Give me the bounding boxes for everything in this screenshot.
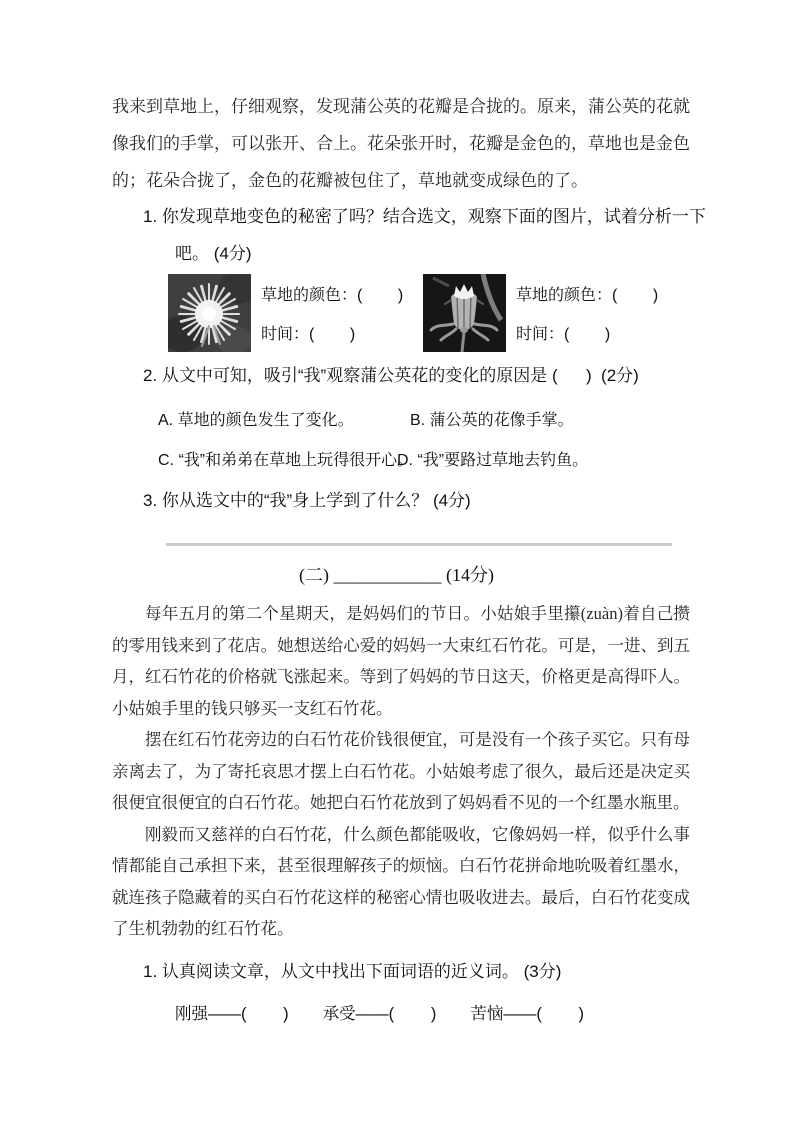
question-2-option-d: D. “我”要路过草地去钓鱼。 [397, 452, 589, 469]
section-2-number: (二) [299, 565, 334, 585]
question-2-option-c: C. “我”和弟弟在草地上玩得很开心。 [158, 452, 414, 469]
dandelion-bud-photo [423, 274, 506, 352]
synonym-blank-chengshou: 承受——( ) [322, 1005, 437, 1023]
passage-carnation-paragraph-2: 摆在红石竹花旁边的白石竹花价钱很便宜，可是没有一个孩子买它。只有母亲离去了，为了寄托哀思才摆上白石竹花。小姑娘考虑了很久，最后还是决定买很便宜很便宜的白石竹花。她把白石竹花放到了妈妈看不见的一个红墨水瓶里。 [112, 730, 690, 812]
question-3: 3. 你从选文中的“我”身上学到了什么？ (4分) [143, 491, 471, 510]
synonym-blank-gangqiang: 刚强——( ) [175, 1005, 289, 1023]
passage-carnation-paragraph-1: 每年五月的第二个星期天，是妈妈们的节日。小姑娘手里攥(zuàn)着自己攒的零用钱来到了花店。她想送给心爱的妈妈一大束红石竹花。可是，一进、到五月，红石竹花的价格就飞涨起来。等到了妈妈的节日这天，价格更是高得吓人。小姑娘手里的钱只够买一支红石竹花。 [112, 604, 690, 718]
section-2-heading [0, 561, 793, 587]
question-1-line2: 吧。 (4分) [175, 244, 252, 263]
section-divider-line [166, 543, 672, 546]
passage-grass-color: 我来到草地上，仔细观察，发现蒲公英的花瓣是合拢的。原来，蒲公英的花就像我们的手掌，可以张开、合上。花朵张开时，花瓣是金色的，草地也是金色的；花朵合拢了，金色的花瓣被包住了，草地就变成绿色的了。 [112, 97, 690, 190]
question-2-option-a: A. 草地的颜色发生了变化。 [158, 412, 354, 429]
grass-color-blank: 草地的颜色：( ) [516, 287, 659, 304]
figure-labels [261, 274, 423, 352]
grass-color-blank: 草地的颜色：( ) [261, 287, 404, 304]
synonym-blanks-row [175, 1000, 584, 1024]
synonym-blank-kunao: 苦恼——( ) [470, 1005, 585, 1023]
passage-carnation-paragraph-3: 刚毅而又慈祥的白石竹花，什么颜色都能吸收，它像妈妈一样，似乎什么事情都能自己承担下来，甚至很理解孩子的烦恼。白石竹花拼命地吮吸着红墨水，就连孩子隐藏着的买白石竹花这样的秘密心情也吸收进去。最后，白石竹花变成了生机勃勃的红石竹花。 [112, 824, 690, 938]
time-blank: 时间：( ) [261, 326, 356, 343]
dandelion-open-photo [168, 274, 251, 352]
figure-row [168, 274, 678, 352]
section-2-score: (14分) [441, 565, 494, 585]
figure-labels [516, 274, 678, 352]
section-2-title-blank: ____________ [333, 565, 442, 585]
time-blank: 时间：( ) [516, 326, 611, 343]
question-1-line1: 1. 你发现草地变色的秘密了吗？结合选文，观察下面的图片，试着分析一下 [143, 207, 706, 226]
question-2-option-b: B. 蒲公英的花像手掌。 [410, 412, 574, 429]
figure-closed-dandelion [423, 274, 678, 352]
question-2: 2. 从文中可知，吸引“我”观察蒲公英花的变化的原因是 ( ) (2分) [143, 366, 639, 385]
figure-open-dandelion [168, 274, 423, 352]
passage-carnation [112, 598, 690, 945]
section-2-question-1: 1. 认真阅读文章，从文中找出下面词语的近义词。 (3分) [143, 962, 562, 981]
